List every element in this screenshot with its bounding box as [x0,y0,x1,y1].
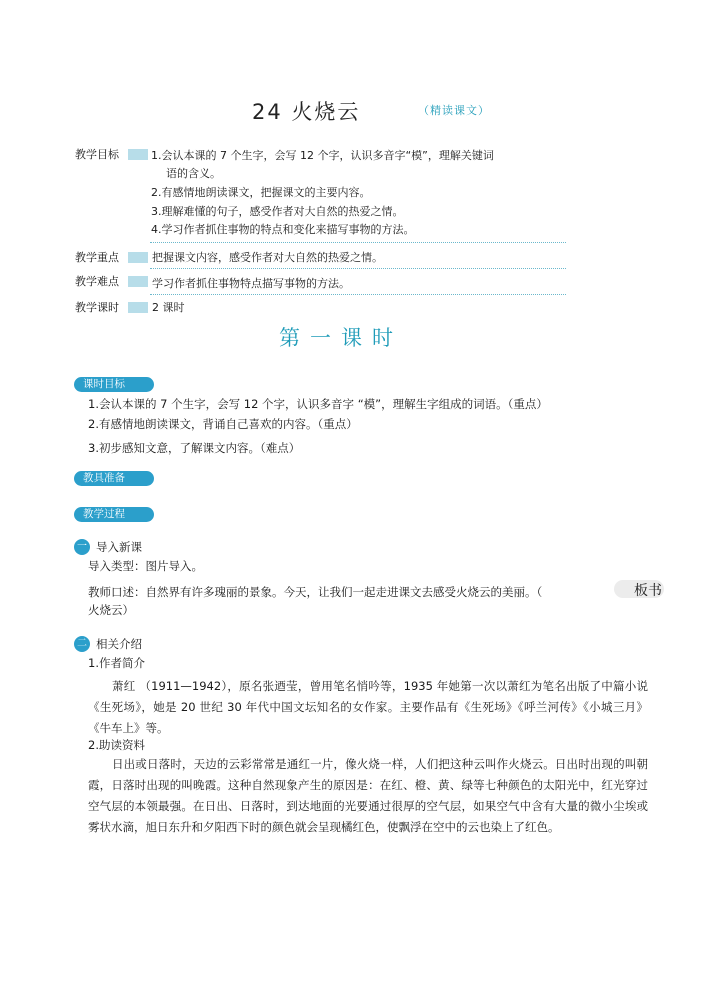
goal-item: 2.有感情地朗读课文，把握课文的主要内容。 [151,186,371,199]
part-title: 相关介绍 [96,637,142,651]
section-title: 第一课时 [279,326,403,350]
divider [150,294,566,295]
key-text: 把握课文内容，感受作者对大自然的热爱之情。 [152,251,383,264]
label-bar [128,149,148,160]
subheading-author: 1.作者简介 [88,656,145,670]
process-label: 教学过程 [74,507,154,522]
part-number: 一 [74,539,90,555]
hours-text: 2 课时 [152,301,185,314]
difficult-text: 学习作者抓住事物特点描写事物的方法。 [152,277,350,290]
label-bar [128,252,148,263]
prep-label: 教具准备 [74,471,154,486]
objective-item: 3.初步感知文意，了解课文内容。（难点） [88,441,301,455]
key-label: 教学重点 [75,251,119,264]
label-bar [128,302,148,313]
label-bar [128,276,148,287]
reading-paragraph: 日出或日落时，天边的云彩常常是通红一片，像火烧一样，人们把这种云叫作火烧云。日出时出现的叫朝霞，日落时出现的叫晚霞。这种自然现象产生的原因是：在红、橙、黄、绿等七种颜色的太阳光中，红光穿过空气层的本领最强。在日出、日落时，到达地面的光要通过很厚的空气层，如果空气中含有大量的微小尘埃或雾状水滴，旭日东升和夕阳西下时的颜色就会呈现橘红色，使飘浮在空中的云也染上了红色。 [88,757,648,834]
goals-label: 教学目标 [75,148,119,161]
goal-item: 1.会认本课的 7 个生字，会写 12 个字，认识多音字“模”，理解关键词 [151,149,494,162]
author-paragraph: 萧红 （1911—1942），原名张迺莹，曾用笔名悄吟等，1935 年她第一次以萧红为笔名出版了中篇小说《生死场》，她是 20 世纪 30 年代中国文坛知名的女作家。主要作品有《生死场》《呼兰河传》《小城三月》《牛车上》等。 [88,679,648,735]
divider [150,268,566,269]
page-title: 24 火烧云 [252,100,361,124]
board-writing-label: 板书 [634,583,662,599]
objectives-label: 课时目标 [74,377,154,392]
objective-item: 1.会认本课的 7 个生字，会写 12 个字，认识多音字 “模”，理解生字组成的词语。（重点） [88,397,548,411]
teacher-speech-cont: 火烧云） [88,603,134,617]
goal-item: 3.理解难懂的句子，感受作者对大自然的热爱之情。 [151,205,404,218]
intro-type: 导入类型：图片导入。 [88,559,203,573]
board-writing-tag [614,580,664,598]
part-title: 导入新课 [96,540,142,554]
part-number: 二 [74,636,90,652]
teacher-speech: 教师口述：自然界有许多瑰丽的景象。今天，让我们一起走进课文去感受火烧云的美丽。（ [88,585,543,599]
objective-item: 2.有感情地朗读课文，背诵自己喜欢的内容。（重点） [88,417,358,431]
subheading-reading: 2.助读资料 [88,738,145,752]
hours-label: 教学课时 [75,301,119,314]
goal-item: 语的含义。 [166,167,221,180]
difficult-label: 教学难点 [75,275,119,288]
page-subtitle: （精读课文） [418,104,490,117]
goal-item: 4.学习作者抓住事物的特点和变化来描写事物的方法。 [151,223,415,236]
divider [150,242,566,243]
